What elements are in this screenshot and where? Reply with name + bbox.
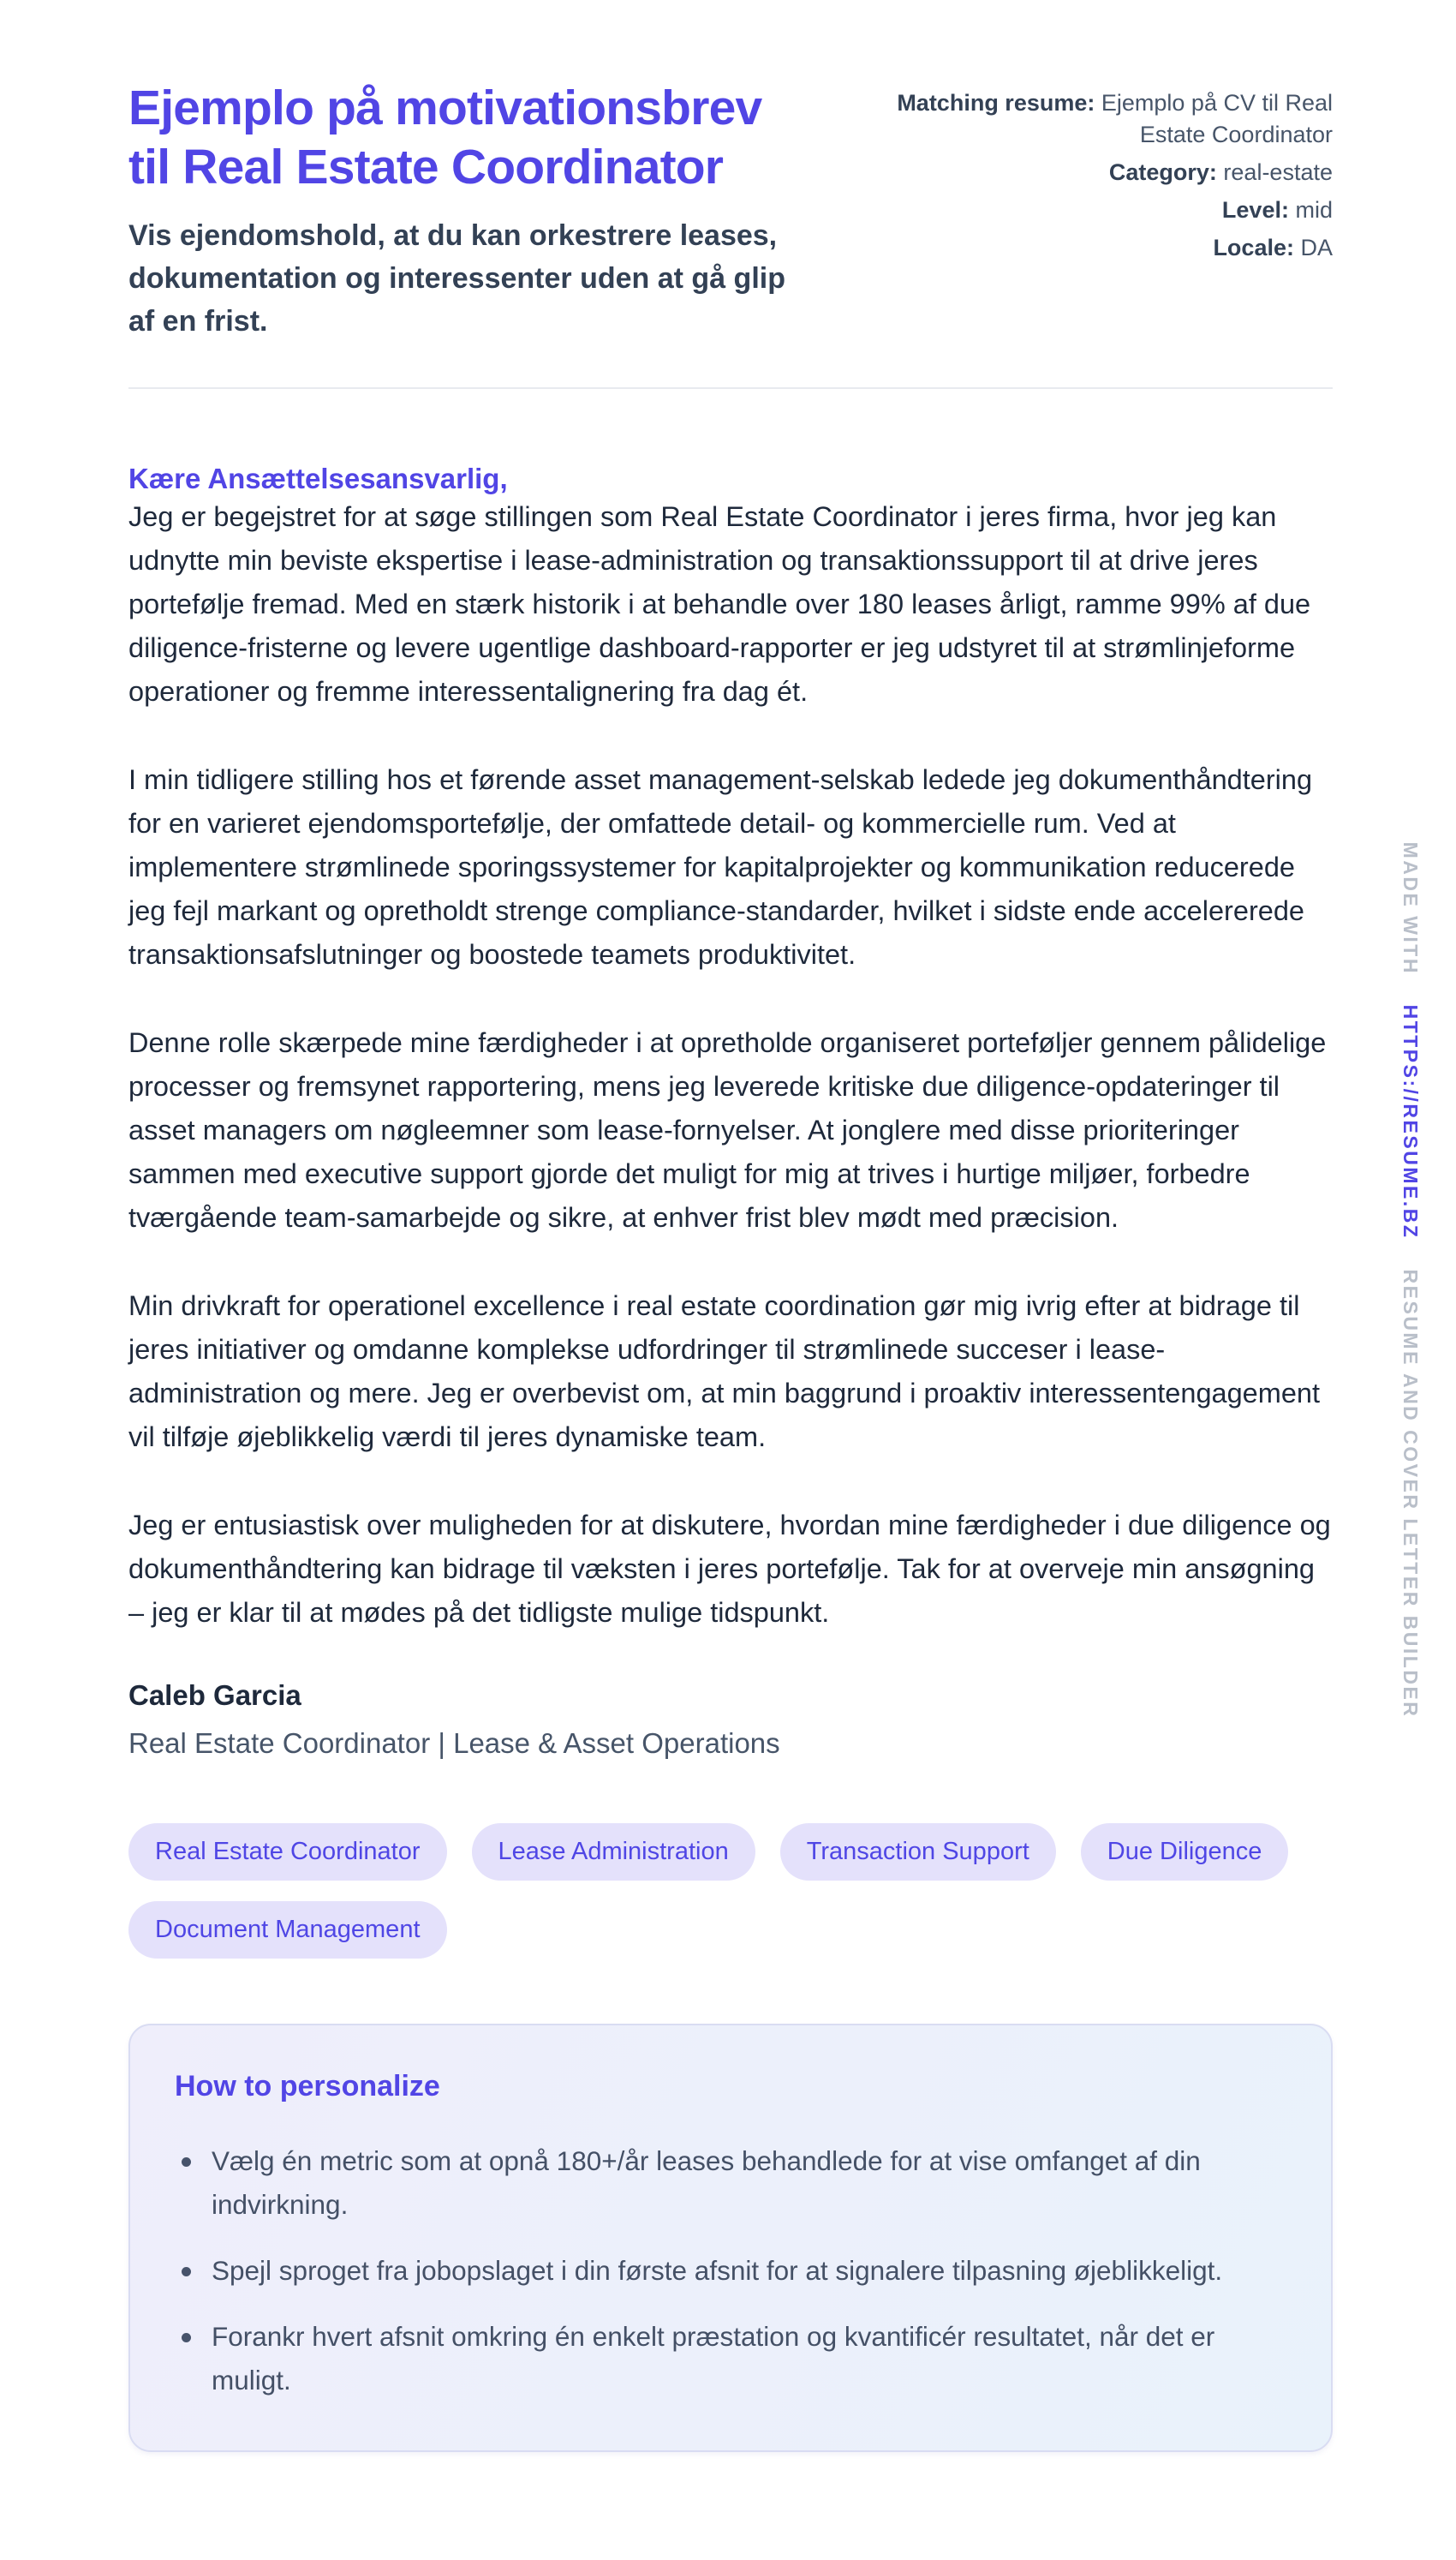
skill-tag[interactable]: Lease Administration (472, 1823, 755, 1881)
skill-tag[interactable]: Transaction Support (780, 1823, 1056, 1881)
page-content (128, 79, 1333, 2452)
watermark-tagline: RESUME AND COVER LETTER BUILDER (1399, 1261, 1422, 1719)
skill-tag[interactable]: Real Estate Coordinator (128, 1823, 447, 1881)
tip-item (182, 2139, 1269, 2227)
bullet-dot-icon (182, 2157, 191, 2167)
tip-text: Spejl sproget fra jobopslaget i din første afsnit for at signalere tilpasning øjeblikkeligt. (212, 2255, 1223, 2286)
meta-value: mid (1295, 197, 1333, 223)
meta-category (837, 157, 1333, 188)
meta-value: DA (1300, 235, 1333, 260)
meta-level (837, 194, 1333, 226)
tip-text: Vælg én metric som at opnå 180+/år leases behandlede for at vise omfanget af din indvirkning. (212, 2145, 1201, 2220)
signature-title: Real Estate Coordinator | Lease & Asset Operations (128, 1727, 780, 1759)
header-divider (128, 387, 1333, 389)
skill-tag[interactable]: Document Management (128, 1901, 447, 1959)
signature-block (128, 1679, 1333, 1760)
tip-text: Forankr hvert afsnit omkring én enkelt præstation og kvantificér resultatet, når det er muligt. (212, 2321, 1215, 2396)
header (128, 79, 1333, 343)
bullet-dot-icon (182, 2267, 191, 2276)
tip-box-heading: How to personalize (175, 2070, 440, 2102)
letter-greeting: Kære Ansættelsesansvarlig, (128, 463, 508, 494)
bullet-dot-icon (182, 2333, 191, 2342)
resume-bz-link[interactable]: HTTPS://RESUME.BZ (1399, 1004, 1422, 1240)
header-titles (128, 79, 811, 343)
cover-letter (128, 463, 1333, 1760)
letter-paragraph: I min tidligere stilling hos et førende asset management-selskab ledede jeg dokumenthåndtering for en varieret ejendomsportefølje, der omfattede detail- og kommercielle rum. Ved at implementere strømlinede sporingssystemer for kapitalprojekter og kommunikation reducerede jeg fejl markant og opretholdt strenge compliance-standarder, hvilket i sidste ende accelererede transaktionsafslutninger og boostede teamets produktivitet. (128, 764, 1313, 970)
tip-item (182, 2315, 1269, 2402)
meta-label: Matching resume: (897, 90, 1095, 116)
meta-locale (837, 232, 1333, 264)
skill-tags (128, 1823, 1333, 1959)
meta-label: Locale: (1213, 235, 1294, 260)
page-title: Ejemplo på motivationsbrev til Real Estate Coordinator (128, 81, 762, 194)
letter-paragraph: Jeg er entusiastisk over muligheden for at diskutere, hvordan mine færdigheder i due diligence og dokumenthåndtering kan bidrage til væksten i jeres portefølje. Tak for at overveje min ansøgning – jeg er klar til at mødes på det tidligste mulige tidspunkt. (128, 1510, 1331, 1628)
watermark-prefix: MADE WITH (1399, 841, 1422, 983)
meta-label: Category: (1108, 159, 1217, 185)
meta-matching-resume (837, 87, 1333, 151)
skill-tag[interactable]: Due Diligence (1081, 1823, 1289, 1881)
letter-paragraph: Jeg er begejstret for at søge stillingen som Real Estate Coordinator i jeres firma, hvor jeg kan udnytte min beviste ekspertise i lease-administration og transaktionssupport til at drive jeres portefølje fremad. Med en stærk historik i at behandle over 180 leases årligt, ramme 99% af due diligence-fristerne og levere ugentlige dashboard-rapporter er jeg udstyret til at strømlinjeforme operationer og fremme interessentalignering fra dag ét. (128, 501, 1311, 707)
letter-paragraph: Denne rolle skærpede mine færdigheder i at opretholde organiseret porteføljer gennem pålidelige processer og fremsynet rapportering, mens jeg leverede kritiske due diligence-opdateringer til asset managers om nøgleemner som lease-fornyelser. At jonglere med disse prioriteringer sammen med executive support gjorde det muligt for mig at trives i hurtige miljøer, forbedre tværgående team-samarbejde og sikre, at enhver frist blev mødt med præcision. (128, 1027, 1327, 1233)
made-with-watermark (1399, 842, 1422, 1719)
tip-item (182, 2249, 1269, 2293)
meta-value: Ejemplo på CV til Real Estate Coordinator (1101, 90, 1333, 147)
tip-list (175, 2139, 1285, 2402)
resume-meta (837, 79, 1333, 270)
meta-label: Level: (1221, 197, 1289, 223)
meta-value: real-estate (1223, 159, 1333, 185)
letter-paragraph: Min drivkraft for operationel excellence i real estate coordination gør mig ivrig efter at bidrage til jeres initiativer og omdanne komplekse udfordringer til strømlinede succeser i lease-administration og mere. Jeg er overbevist om, at min baggrund i proaktiv interessentengagement vil tilføje øjeblikkelig værdi til jeres dynamiske team. (128, 1290, 1321, 1452)
page-subtitle: Vis ejendomshold, at du kan orkestrere leases, dokumentation og interessenter uden at gå glip af en frist. (128, 219, 785, 338)
how-to-personalize-box (128, 2024, 1333, 2452)
signature-name: Caleb Garcia (128, 1679, 301, 1711)
